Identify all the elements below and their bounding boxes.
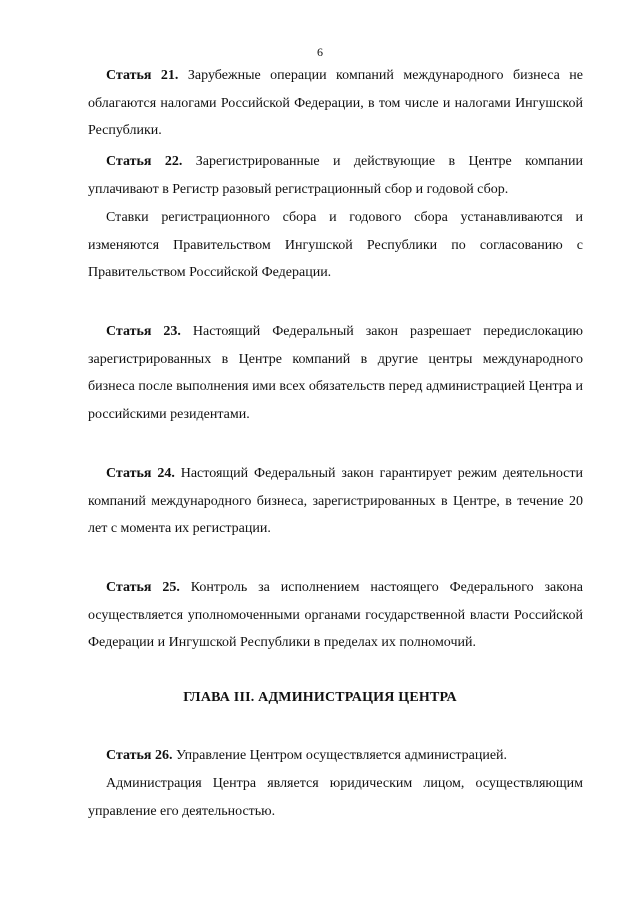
article-25 [88, 574, 583, 657]
article-22-label: Статья 22. [106, 154, 183, 169]
article-22-paragraph-2: Ставки регистрационного сбора и годового сбора устанавливаются и изменяются Правительством Ингушской Республики по согласованию с Правительством Российской Федерации. [88, 210, 583, 280]
article-24-label: Статья 24. [106, 466, 175, 481]
article-24 [88, 460, 583, 543]
article-21-label: Статья 21. [106, 68, 179, 83]
article-22-text: Зарегистрированные и действующие в Центре компании уплачивают в Регистр разовый регистрационный сбор и годовой сбор. [88, 154, 584, 197]
article-23-label: Статья 23. [106, 324, 181, 339]
chapter-heading: ГЛАВА III. АДМИНИСТРАЦИЯ ЦЕНТРА [183, 690, 457, 705]
article-23-text: Настоящий Федеральный закон разрешает передислокацию зарегистрированных в Центре компаний в другие центры международного бизнеса после выполнения ими всех обязательств перед администрацией Центра и российскими резидентами. [88, 324, 584, 422]
article-22 [88, 148, 583, 203]
article-26 [88, 742, 583, 770]
article-26-paragraph-2: Администрация Центра является юридическим лицом, осуществляющим управление его деятельностью. [88, 776, 583, 819]
article-24-text: Настоящий Федеральный закон гарантирует режим деятельности компаний международного бизнеса, зарегистрированных в Центре, в течение 20 лет с момента их регистрации. [88, 466, 584, 536]
article-26-text: Управление Центром осуществляется администрацией. [175, 748, 508, 763]
article-21-text: Зарубежные операции компаний международного бизнеса не облагаются налогами Российской Федерации, в том числе и налогами Ингушской Республики. [88, 68, 583, 138]
article-25-label: Статья 25. [106, 580, 180, 595]
article-23 [88, 318, 583, 428]
page-number: 6 [317, 45, 323, 59]
article-21 [88, 62, 583, 145]
article-26-label: Статья 26. [106, 748, 173, 763]
article-25-text: Контроль за исполнением настоящего Федерального закона осуществляется уполномоченными органами государственной власти Российской Федерации и Ингушской Республики в пределах их полномочий. [88, 580, 584, 650]
